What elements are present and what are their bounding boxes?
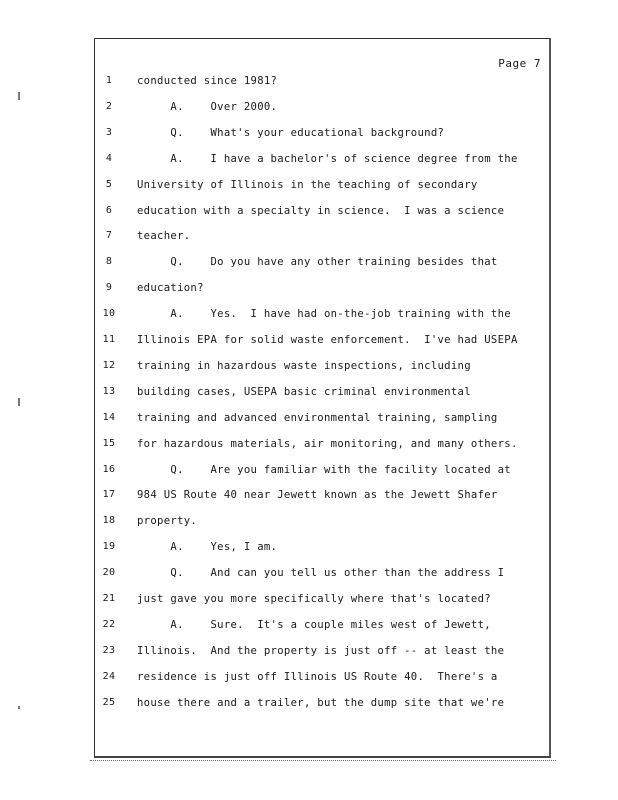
transcript-line bbox=[95, 75, 550, 93]
transcript-line bbox=[95, 438, 550, 456]
line-number: 21 bbox=[102, 593, 116, 604]
transcript-page bbox=[94, 38, 551, 758]
transcript-line bbox=[95, 567, 550, 585]
line-number: 9 bbox=[105, 282, 113, 294]
line-text: teacher. bbox=[137, 230, 191, 243]
line-number: 20 bbox=[102, 567, 116, 579]
transcript-line bbox=[95, 489, 550, 507]
line-number: 10 bbox=[102, 308, 116, 320]
transcript-line bbox=[95, 412, 550, 430]
transcript-line bbox=[95, 619, 550, 637]
transcript-line bbox=[95, 697, 550, 715]
line-text: A. Sure. It's a couple miles west of Jewett, bbox=[137, 618, 491, 631]
margin-mark bbox=[18, 92, 20, 100]
line-number: 23 bbox=[102, 644, 116, 656]
transcript-line bbox=[95, 101, 550, 119]
line-number: 7 bbox=[105, 230, 113, 242]
line-number: 24 bbox=[102, 670, 116, 682]
line-text: house there and a trailer, but the dump site that we're bbox=[137, 696, 505, 709]
line-number: 6 bbox=[105, 204, 113, 216]
line-number: 13 bbox=[102, 385, 116, 397]
line-number: 5 bbox=[105, 178, 113, 190]
transcript-line bbox=[95, 464, 550, 482]
line-text: A. I have a bachelor's of science degree from the bbox=[137, 152, 518, 165]
transcript-line bbox=[95, 205, 550, 223]
transcript-line bbox=[95, 671, 550, 689]
line-text: Illinois EPA for solid waste enforcement. I've had USEPA bbox=[137, 334, 518, 346]
line-number: 4 bbox=[105, 152, 113, 164]
line-number: 15 bbox=[102, 437, 116, 449]
line-text: residence is just off Illinois US Route 40. There's a bbox=[137, 670, 498, 683]
line-text: for hazardous materials, air monitoring, and many others. bbox=[137, 437, 518, 450]
line-text: training in hazardous waste inspections, including bbox=[137, 359, 471, 372]
margin-mark bbox=[18, 706, 20, 709]
line-number: 1 bbox=[105, 75, 113, 86]
transcript-line bbox=[95, 334, 550, 352]
page-number: Page 7 bbox=[498, 57, 541, 70]
line-number: 16 bbox=[102, 463, 116, 475]
line-text: 984 US Route 40 near Jewett known as the Jewett Shafer bbox=[137, 489, 498, 502]
transcript-line bbox=[95, 386, 550, 404]
line-text: University of Illinois in the teaching of secondary bbox=[137, 178, 478, 191]
line-number: 19 bbox=[102, 541, 116, 553]
line-text: Q. Are you familiar with the facility located at bbox=[137, 463, 511, 476]
line-number: 8 bbox=[105, 256, 113, 268]
transcript-line bbox=[95, 230, 550, 248]
line-number: 18 bbox=[102, 515, 116, 527]
transcript-line bbox=[95, 308, 550, 326]
line-text: education with a specialty in science. I was a science bbox=[137, 204, 505, 217]
line-number: 14 bbox=[102, 411, 116, 423]
line-text: A. Yes. I have had on-the-job training with the bbox=[137, 308, 511, 321]
transcript-line bbox=[95, 127, 550, 145]
line-text: Q. Do you have any other training besides that bbox=[137, 256, 498, 269]
transcript-line bbox=[95, 256, 550, 274]
line-text: A. Yes, I am. bbox=[137, 541, 278, 554]
line-text: Q. And can you tell us other than the address I bbox=[137, 567, 505, 580]
line-number: 2 bbox=[105, 100, 113, 112]
transcript-line bbox=[95, 593, 550, 611]
transcript-line bbox=[95, 153, 550, 171]
line-number: 25 bbox=[102, 696, 116, 708]
transcript-line bbox=[95, 360, 550, 378]
line-number: 11 bbox=[102, 334, 116, 345]
line-number: 12 bbox=[102, 359, 116, 371]
line-text: just gave you more specifically where that's located? bbox=[137, 593, 491, 605]
page-footer-rule bbox=[90, 760, 556, 763]
line-text: Illinois. And the property is just off -- at least the bbox=[137, 644, 505, 657]
transcript-line bbox=[95, 179, 550, 197]
line-text: building cases, USEPA basic criminal environmental bbox=[137, 385, 471, 398]
line-text: Q. What's your educational background? bbox=[137, 126, 445, 139]
line-text: property. bbox=[137, 515, 198, 528]
line-number: 22 bbox=[102, 618, 116, 630]
transcript-line bbox=[95, 645, 550, 663]
line-text: conducted since 1981? bbox=[137, 75, 278, 87]
transcript-line bbox=[95, 515, 550, 533]
transcript-line bbox=[95, 282, 550, 300]
transcript-line bbox=[95, 541, 550, 559]
line-text: education? bbox=[137, 282, 204, 295]
line-number: 17 bbox=[102, 489, 116, 501]
margin-mark bbox=[18, 398, 20, 406]
line-number: 3 bbox=[105, 126, 113, 138]
line-text: training and advanced environmental training, sampling bbox=[137, 411, 498, 424]
line-text: A. Over 2000. bbox=[137, 100, 278, 113]
